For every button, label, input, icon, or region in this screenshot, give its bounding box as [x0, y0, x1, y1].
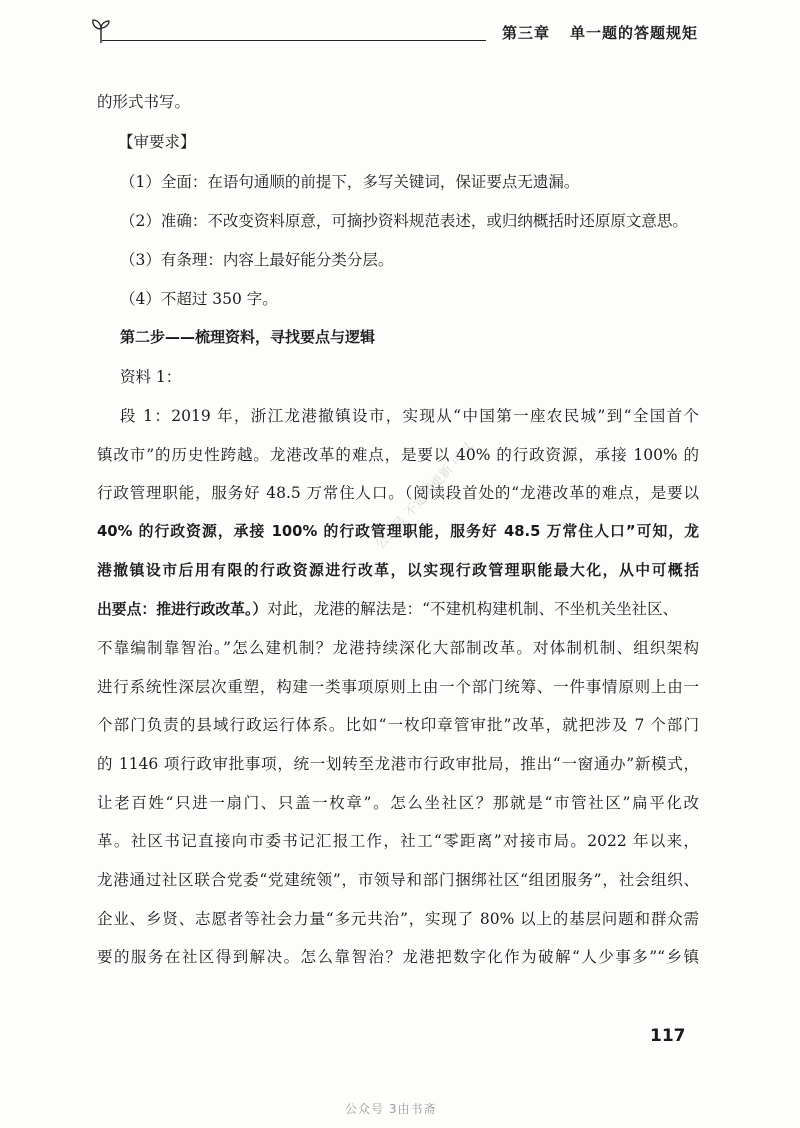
paragraph-line: 个部门负责的县域行政运行体系。比如“一枚印章管审批”改革，就把涉及 7 个部门	[97, 716, 699, 734]
running-header	[88, 14, 698, 50]
paragraph-line: 的 1146 项行政审批事项，统一划转至龙港市行政审批局，推出“一窗通办”新模式，	[97, 755, 699, 773]
paragraph-line	[97, 599, 699, 620]
paragraph-line: 让老百姓“只进一扇门、只盖一枚章”。怎么坐社区？那就是“市管社区”扁平化改	[97, 794, 699, 812]
step-heading: 第二步——梳理资料，寻找要点与逻辑	[120, 328, 376, 346]
paragraph-line: 不靠编制靠智治。”怎么建机制？龙港持续深化大部制改革。对体制机制、组织架构	[97, 639, 699, 657]
paragraph-line: 要的服务在社区得到解决。怎么靠智治？龙港把数字化作为破解“人少事多”“乡镇	[97, 948, 699, 966]
chapter-title	[502, 22, 698, 43]
page-number: 117	[650, 1026, 686, 1046]
paragraph-line: 革。社区书记直接向市委书记汇报工作，社工“零距离”对接市局。2022 年以来，	[97, 832, 699, 850]
requirement-item: （2）准确：不改变资料原意，可摘抄资料规范表述，或归纳概括时还原原文意思。	[120, 212, 688, 230]
analysis-note-end: 出要点：推进行政改革。）	[97, 601, 268, 618]
text-line: 的形式书写。	[97, 93, 191, 111]
watermark: 公众号 不定期更新 可以	[372, 439, 477, 553]
requirement-item: （1）全面：在语句通顺的前提下，多写关键词，保证要点无遗漏。	[120, 173, 580, 191]
paragraph-text: 对此，龙港的解法是：“不建机构建机制、不坐机关坐社区、	[267, 600, 679, 618]
paragraph-line: 企业、乡贤、志愿者等社会力量“多元共治”，实现了 80% 以上的基层问题和群众需	[97, 910, 699, 928]
paragraph-line: 龙港通过社区联合党委“党建统领”，市领导和部门捆绑社区“组团服务”，社会组织、	[97, 871, 699, 889]
chapter-label: 第三章	[501, 24, 550, 42]
material-label: 资料 1：	[120, 368, 182, 386]
paragraph-line: 行政管理职能，服务好 48.5 万常住人口。（阅读段首处的“龙港改革的难点，是要以	[97, 484, 699, 502]
paragraph-line: 镇改市”的历史性跨越。龙港改革的难点，是要以 40% 的行政资源，承接 100% 的	[97, 446, 699, 464]
requirement-item: （4）不超过 350 字。	[120, 290, 278, 308]
chapter-name: 单一题的答题规矩	[569, 24, 698, 42]
header-rule	[102, 40, 486, 41]
footer-stamp: 公众号 3由书斋	[345, 1102, 437, 1116]
paragraph-line: 段 1：2019 年，浙江龙港撤镇设市，实现从“中国第一座农民城”到“全国首个	[120, 407, 699, 425]
requirement-item: （3）有条理：内容上最好能分类分层。	[120, 251, 394, 269]
analysis-note-line: 40% 的行政资源，承接 100% 的行政管理职能，服务好 48.5 万常住人口”可知，龙	[97, 523, 699, 540]
analysis-note-line: 港撤镇设市后用有限的行政资源进行改革，以实现行政管理职能最大化，从中可概括	[97, 562, 699, 579]
section-heading: 【审要求】	[118, 133, 196, 151]
paragraph-line: 进行系统性深层次重塑，构建一类事项原则上由一个部门统筹、一件事情原则上由一	[97, 678, 699, 696]
